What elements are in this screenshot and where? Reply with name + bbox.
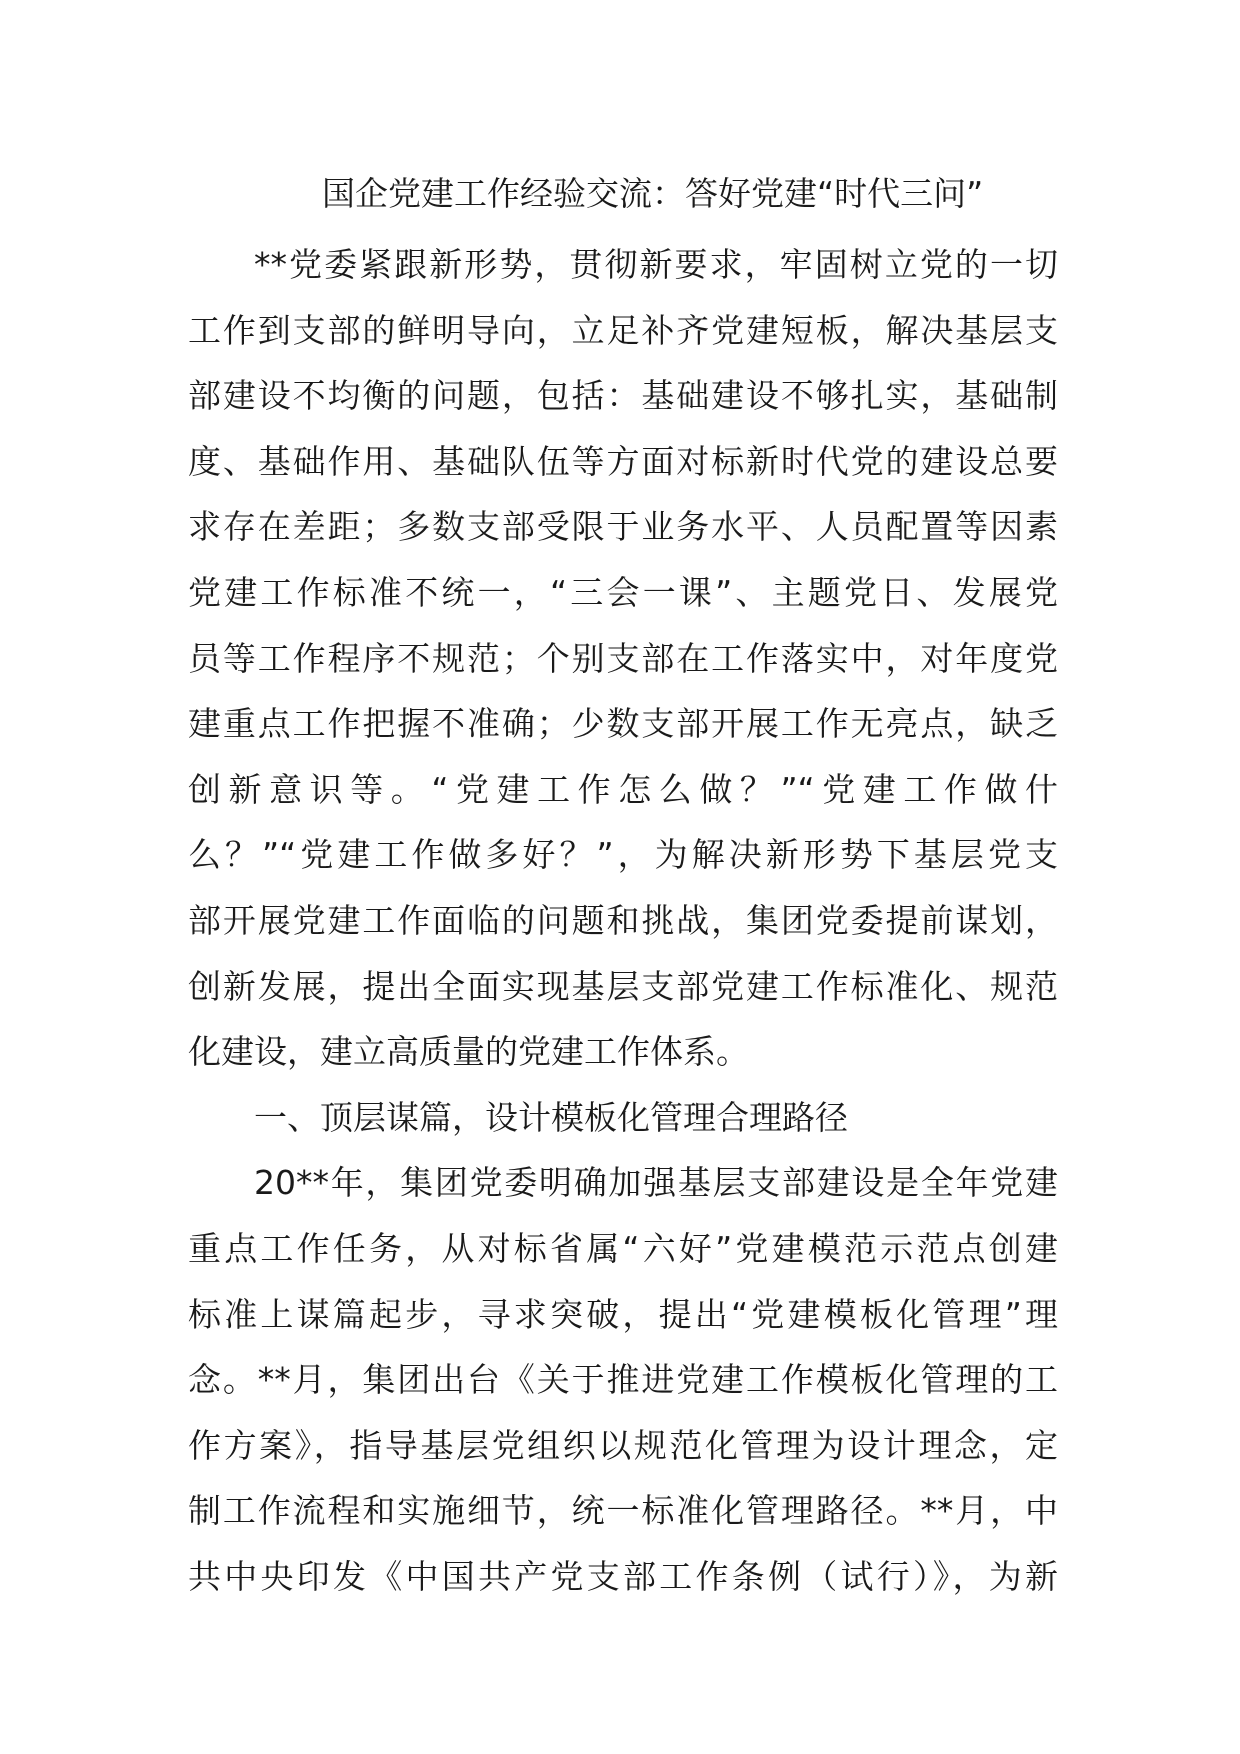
paragraph-line: 标准上谋篇起步，寻求突破，提出“党建模板化管理”理 bbox=[188, 1294, 1058, 1334]
paragraph-line: 员等工作程序不规范；个别支部在工作落实中，对年度党 bbox=[188, 638, 1058, 678]
paragraph-line: 求存在差距；多数支部受限于业务水平、人员配置等因素 bbox=[188, 507, 1058, 547]
paragraph-line: 念。**月，集团出台《关于推进党建工作模板化管理的工 bbox=[188, 1360, 1058, 1400]
section-heading: 一、顶层谋篇，设计模板化管理合理路径 bbox=[254, 1097, 848, 1137]
paragraph-line: 么？”“党建工作做多好？”，为解决新形势下基层党支 bbox=[188, 835, 1058, 875]
paragraph-line: 党建工作标准不统一，“三会一课”、主题党日、发展党 bbox=[188, 572, 1058, 612]
paragraph-line: 建重点工作把握不准确；少数支部开展工作无亮点，缺乏 bbox=[188, 704, 1058, 744]
paragraph-line: 20**年，集团党委明确加强基层支部建设是全年党建 bbox=[254, 1163, 1058, 1203]
paragraph-line: 部建设不均衡的问题，包括：基础建设不够扎实，基础制 bbox=[188, 376, 1058, 416]
paragraph-line: 部开展党建工作面临的问题和挑战，集团党委提前谋划， bbox=[188, 900, 1058, 940]
paragraph-line: **党委紧跟新形势，贯彻新要求，牢固树立党的一切 bbox=[254, 245, 1058, 284]
paragraph-line: 重点工作任务，从对标省属“六好”党建模范示范点创建 bbox=[188, 1228, 1058, 1268]
paragraph-line: 工作到支部的鲜明导向，立足补齐党建短板，解决基层支 bbox=[188, 310, 1058, 350]
paragraph-line: 创新发展，提出全面实现基层支部党建工作标准化、规范 bbox=[188, 966, 1058, 1006]
paragraph-line: 创新意识等。“党建工作怎么做？”“党建工作做什 bbox=[188, 769, 1058, 809]
paragraph-line: 化建设，建立高质量的党建工作体系。 bbox=[188, 1032, 749, 1072]
paragraph-line: 制工作流程和实施细节，统一标准化管理路径。**月，中 bbox=[188, 1491, 1058, 1531]
document-title: 国企党建工作经验交流：答好党建“时代三问” bbox=[322, 174, 984, 213]
paragraph-line: 共中央印发《中国共产党支部工作条例（试行）》，为新 bbox=[188, 1556, 1058, 1596]
paragraph-line: 度、基础作用、基础队伍等方面对标新时代党的建设总要 bbox=[188, 441, 1058, 481]
document-body bbox=[188, 232, 1058, 1609]
paragraph-line: 作方案》，指导基层党组织以规范化管理为设计理念，定 bbox=[188, 1425, 1058, 1465]
